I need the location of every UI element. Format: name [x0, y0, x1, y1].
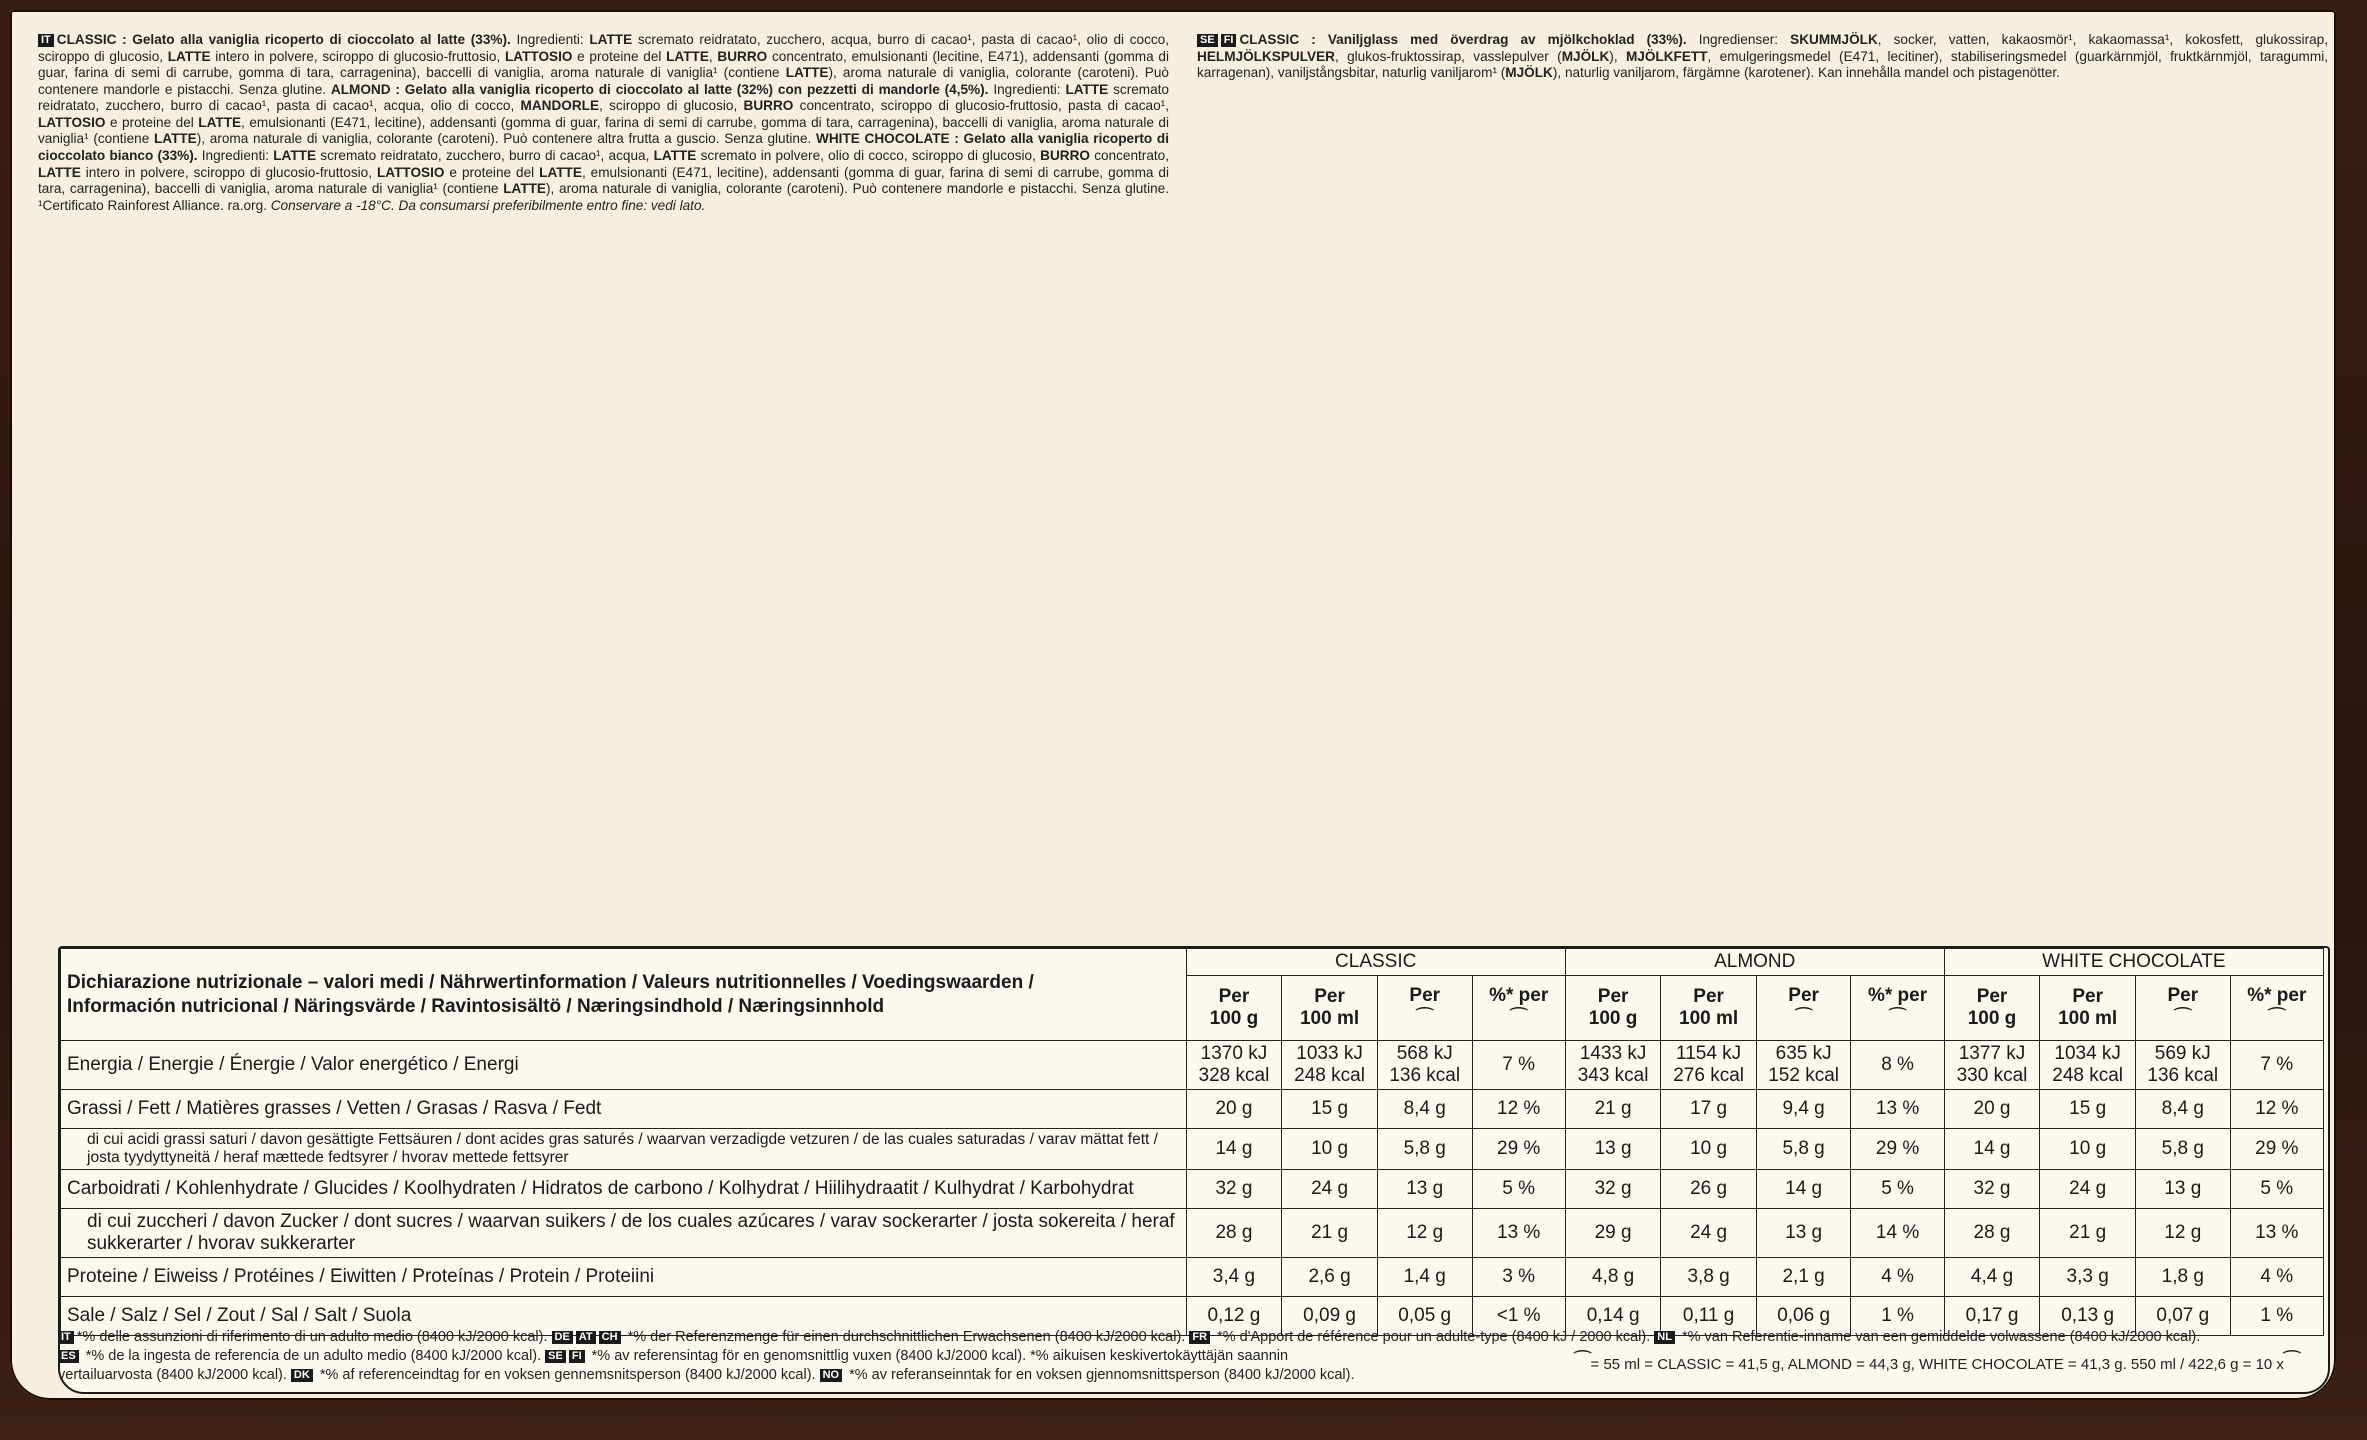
nutrition-row [61, 1209, 2324, 1258]
nutrient-value: 7 % [1472, 1041, 1565, 1090]
portion-scoop-icon: ⁀ [1416, 1006, 1433, 1031]
nutrient-value: 10 g [1282, 1129, 1378, 1170]
portion-scoop-icon: ⁀ [1795, 1006, 1812, 1031]
label-panel [10, 10, 2336, 1400]
col-header-per-100g: Per 100 g [1186, 976, 1282, 1041]
col-header-percent-per-portion: %* per ⁀ [1851, 976, 1944, 1041]
nutrient-value: 29 % [1472, 1129, 1565, 1170]
footnote-line-1: IT *% delle assunzioni di riferimento di un adulto medio (8400 kJ/2000 kcal). DE AT CH *% der Referenzmenge für einen durchschnittlichen Erwachsenen (8400 kJ/2000 kcal). FR *% d'Apport de référence pour un adulte-type (8400 kJ / 2000 kcal). NL *% van Referentie-inname van een gemiddelde volwassene (8400 kJ/2000 kcal). [58, 1328, 2326, 1347]
nutrient-label: di cui zuccheri / davon Zucker / dont sucres / waarvan suikers / de los cuales azúcares / varav sockerarter / josta sokereita / heraf sukkerarter / hvorav sukkerarter [61, 1209, 1187, 1258]
ingredients-column-left: IT CLASSIC : Gelato alla vaniglia ricoperto di cioccolato al latte (33%). Ingredienti: LATTE scremato reidratato, zucchero, acqua, burro di cacao¹, pasta di cacao¹, olio di cocco, sciroppo di glucosio, LATTE intero in polvere, sciroppo di glucosio-fruttosio, LATTOSIO e proteine del LATTE, BURRO concentrato, emulsionanti (lecitine, E471), addensanti (gomma di guar, farina di semi di carrube, gomma di tara, carragenina), baccelli di vaniglia, aroma naturale di vaniglia¹ (contiene LATTE), aroma naturale di vaniglia, colorante (caroteni). Può contenere mandorle e pistacchi. Senza glutine. ALMOND : Gelato alla vaniglia ricoperto di cioccolato al latte (32%) con pezzetti di mandorle (4,5%). Ingredienti: LATTE scremato reidratato, zucchero, burro di cacao¹, pasta di cacao¹, acqua, olio di cocco, MANDORLE, sciroppo di glucosio, BURRO concentrato, sciroppo di glucosio-fruttosio, pasta di cacao¹, LATTOSIO e proteine del LATTE, emulsionanti (E471, lecitine), addensanti (gomma di guar, farina di semi di carrube, gomma di tara, carragenina), baccelli di vaniglia, aroma naturale di vaniglia¹ (contiene LATTE), aroma naturale di vaniglia, colorante (caroteni). Può contenere altra frutta a guscio. Senza glutine. WHITE CHOCOLATE : Gelato alla vaniglia ricoperto di cioccolato bianco (33%). Ingredienti: LATTE scremato reidratato, zucchero, burro di cacao¹, acqua, LATTE scremato in polvere, olio di cocco, sciroppo di glucosio, BURRO concentrato, LATTE intero in polvere, sciroppo di glucosio-fruttosio, LATTOSIO e proteine del LATTE, emulsionanti (E471, lecitine), addensanti (gomma di guar, farina di semi di carrube, gomma di tara, carragenina), baccelli di vaniglia, aroma naturale di vaniglia¹ (contiene LATTE), aroma naturale di vaniglia, colorante (caroteni). Può contenere mandorle e pistacchi. Senza glutine. ¹Certificato Rainforest Alliance. ra.org. Conservare a -18°C. Da consumarsi preferibilmente entro fine: vedi lato. [38, 32, 1169, 213]
col-header-per-100ml: Per 100 ml [2040, 976, 2136, 1041]
portion-scoop-icon: ⁀ [1889, 1006, 1906, 1031]
nutrient-value: 29 g [1565, 1209, 1661, 1258]
nutrient-value: 0,14 g [1565, 1297, 1661, 1336]
nutrient-value: 21 g [1565, 1090, 1661, 1129]
nutrient-value: 0,06 g [1756, 1297, 1851, 1336]
portion-scoop-icon: ⁀ [1510, 1006, 1527, 1031]
nutrient-value: 9,4 g [1756, 1090, 1851, 1129]
footnotes [58, 1328, 2326, 1385]
col-header-per-portion: Per ⁀ [2135, 976, 2230, 1041]
nutrition-row [61, 1170, 2324, 1209]
nutrient-value: 1377 kJ 330 kcal [1944, 1041, 2040, 1090]
portion-conversion [1574, 1349, 2300, 1375]
col-header-per-100ml: Per 100 ml [1661, 976, 1756, 1041]
nutrient-value: 4 % [1851, 1258, 1944, 1297]
nutrient-value: 1154 kJ 276 kcal [1661, 1041, 1756, 1090]
nutrient-value: 32 g [1944, 1170, 2040, 1209]
nutrient-value: 5,8 g [1756, 1129, 1851, 1170]
col-header-per-100ml: Per 100 ml [1282, 976, 1378, 1041]
nutrient-value: 10 g [2040, 1129, 2136, 1170]
nutrient-value: 28 g [1944, 1209, 2040, 1258]
nutrient-value: 0,07 g [2135, 1297, 2230, 1336]
nutrient-value: 17 g [1661, 1090, 1756, 1129]
nutrition-title-line-1: Dichiarazione nutrizionale – valori medi / Nährwertinformation / Valeurs nutritionnelles / Voedingswaarden / [67, 971, 1034, 993]
group-header-white-chocolate: WHITE CHOCOLATE [1944, 949, 2323, 976]
footnote-line-3: vertailuarvosta (8400 kJ/2000 kcal). DK *% af referenceindtag for en voksen gennemsnitsperson (8400 kJ/2000 kcal). NO *% av referanseinntak for en voksen gjennomsnittsperson (8400 kJ/2000 kcal). [58, 1366, 1355, 1383]
nutrient-value: 8,4 g [1377, 1090, 1472, 1129]
nutrient-value: 32 g [1565, 1170, 1661, 1209]
nutrition-title-line-2: Información nutricional / Näringsvärde / Ravintosisältö / Næringsindhold / Næringsinnhold [67, 995, 885, 1017]
nutrient-value: 12 % [2230, 1090, 2323, 1129]
nutrient-value: 20 g [1186, 1090, 1282, 1129]
nutrient-label: Carboidrati / Kohlenhydrate / Glucides / Koolhydraten / Hidratos de carbono / Kolhydrat / Hiilihydraatit / Kulhydrat / Karbohydrat [61, 1170, 1187, 1209]
nutrient-value: 15 g [1282, 1090, 1378, 1129]
nutrient-value: 13 % [1851, 1090, 1944, 1129]
nutrient-value: 2,1 g [1756, 1258, 1851, 1297]
nutrient-label: Proteine / Eiweiss / Protéines / Eiwitten / Proteínas / Protein / Proteiini [61, 1258, 1187, 1297]
nutrient-value: 1033 kJ 248 kcal [1282, 1041, 1378, 1090]
portion-scoop-icon-end: ⁀ [2283, 1349, 2300, 1374]
col-header-percent-per-portion: %* per ⁀ [1472, 976, 1565, 1041]
nutrient-value: 8,4 g [2135, 1090, 2230, 1129]
nutrition-table-box [58, 946, 2330, 1394]
nutrient-value: 1433 kJ 343 kcal [1565, 1041, 1661, 1090]
nutrition-table [60, 948, 2324, 1336]
col-header-per-100g: Per 100 g [1944, 976, 2040, 1041]
nutrient-value: 13 % [1472, 1209, 1565, 1258]
nutrient-value: 7 % [2230, 1041, 2323, 1090]
nutrient-value: 13 g [1756, 1209, 1851, 1258]
nutrient-value: 4,8 g [1565, 1258, 1661, 1297]
nutrient-value: 24 g [2040, 1170, 2136, 1209]
nutrient-value: 12 g [1377, 1209, 1472, 1258]
nutrient-value: 1034 kJ 248 kcal [2040, 1041, 2136, 1090]
nutrient-value: 24 g [1282, 1170, 1378, 1209]
nutrition-header-groups [61, 949, 2324, 976]
nutrient-label: Energia / Energie / Énergie / Valor energético / Energi [61, 1041, 1187, 1090]
nutrient-value: 0,05 g [1377, 1297, 1472, 1336]
nutrient-value: 14 g [1186, 1129, 1282, 1170]
nutrient-value: 5 % [2230, 1170, 2323, 1209]
nutrient-value: 24 g [1661, 1209, 1756, 1258]
nutrient-value: 569 kJ 136 kcal [2135, 1041, 2230, 1090]
nutrient-label: di cui acidi grassi saturi / davon gesättigte Fettsäuren / dont acides gras saturés / waarvan verzadigde vetzuren / de las cuales saturadas / varav mättat fett / josta tyydyttyneitä / heraf mættede fedtsyrer / hvorav mettede fettsyrer [61, 1129, 1187, 1170]
portion-conversion-text: = 55 ml = CLASSIC = 41,5 g, ALMOND = 44,3 g, WHITE CHOCOLATE = 41,3 g. 550 ml / 422,6 g = 10 x [1590, 1355, 2284, 1373]
group-header-classic: CLASSIC [1186, 949, 1565, 976]
nutrition-row [61, 1258, 2324, 1297]
footnote-line-2: ES *% de la ingesta de referencia de un adulto medio (8400 kJ/2000 kcal). SE FI *% av referensintag för en genomsnittlig vuxen (8400 kJ/2000 kcal). *% aikuisen keskivertokäyttäjän saannin [58, 1347, 2326, 1366]
col-header-per-portion: Per ⁀ [1756, 976, 1851, 1041]
nutrient-value: <1 % [1472, 1297, 1565, 1336]
nutrient-value: 2,6 g [1282, 1258, 1378, 1297]
nutrient-value: 4 % [2230, 1258, 2323, 1297]
col-header-per-portion: Per ⁀ [1377, 976, 1472, 1041]
nutrient-value: 28 g [1186, 1209, 1282, 1258]
nutrition-row [61, 1041, 2324, 1090]
nutrient-value: 14 g [1944, 1129, 2040, 1170]
nutrient-value: 15 g [2040, 1090, 2136, 1129]
nutrient-value: 0,17 g [1944, 1297, 2040, 1336]
nutrient-value: 32 g [1186, 1170, 1282, 1209]
ingredients-column-right: SE FI CLASSIC : Vaniljglass med överdrag av mjölkchoklad (33%). Ingredienser: SKUMMJÖLK, socker, vatten, kakaosmör¹, kakaomassa¹, kokosfett, glukossirap, HELMJÖLKSPULVER, glukos-fruktossirap, vasslepulver (MJÖLK), MJÖLKFETT, emulgeringsmedel (E471, lecitiner), stabiliseringsmedel (guarkärnmjöl, fruktkärnmjöl, taragummi, karragenan), vaniljstångsbitar, naturlig vaniljarom¹ (MJÖLK), naturlig vaniljarom, färgämne (karotener). Kan innehålla mandel och pistagenötter. [1197, 32, 2328, 81]
nutrient-value: 10 g [1661, 1129, 1756, 1170]
nutrient-value: 3,4 g [1186, 1258, 1282, 1297]
nutrient-value: 0,13 g [2040, 1297, 2136, 1336]
portion-scoop-icon: ⁀ [2174, 1006, 2191, 1031]
nutrient-value: 5,8 g [1377, 1129, 1472, 1170]
nutrient-value: 29 % [2230, 1129, 2323, 1170]
nutrient-value: 3,3 g [2040, 1258, 2136, 1297]
nutrient-value: 4,4 g [1944, 1258, 2040, 1297]
nutrient-value: 635 kJ 152 kcal [1756, 1041, 1851, 1090]
nutrient-value: 13 % [2230, 1209, 2323, 1258]
nutrient-value: 13 g [2135, 1170, 2230, 1209]
nutrient-value: 12 g [2135, 1209, 2230, 1258]
nutrient-value: 26 g [1661, 1170, 1756, 1209]
col-header-per-100g: Per 100 g [1565, 976, 1661, 1041]
nutrient-value: 3,8 g [1661, 1258, 1756, 1297]
nutrition-title [61, 949, 1187, 1041]
nutrient-value: 5 % [1472, 1170, 1565, 1209]
nutrient-value: 29 % [1851, 1129, 1944, 1170]
nutrient-value: 5,8 g [2135, 1129, 2230, 1170]
nutrient-value: 14 % [1851, 1209, 1944, 1258]
portion-scoop-icon: ⁀ [1574, 1349, 1591, 1374]
nutrient-label: Grassi / Fett / Matières grasses / Vetten / Grasas / Rasva / Fedt [61, 1090, 1187, 1129]
nutrient-value: 14 g [1756, 1170, 1851, 1209]
nutrient-value: 5 % [1851, 1170, 1944, 1209]
portion-scoop-icon: ⁀ [2268, 1006, 2285, 1031]
nutrient-value: 3 % [1472, 1258, 1565, 1297]
group-header-almond: ALMOND [1565, 949, 1944, 976]
nutrient-value: 0,09 g [1282, 1297, 1378, 1336]
nutrient-label: Sale / Salz / Sel / Zout / Sal / Salt / Suola [61, 1297, 1187, 1336]
nutrient-value: 20 g [1944, 1090, 2040, 1129]
nutrient-value: 13 g [1377, 1170, 1472, 1209]
nutrient-value: 21 g [1282, 1209, 1378, 1258]
nutrition-row [61, 1090, 2324, 1129]
nutrient-value: 0,11 g [1661, 1297, 1756, 1336]
ingredients-area [38, 32, 2328, 927]
nutrition-row [61, 1129, 2324, 1170]
nutrient-value: 0,12 g [1186, 1297, 1282, 1336]
nutrient-value: 1 % [2230, 1297, 2323, 1336]
nutrient-value: 1 % [1851, 1297, 1944, 1336]
col-header-percent-per-portion: %* per ⁀ [2230, 976, 2323, 1041]
nutrient-value: 1370 kJ 328 kcal [1186, 1041, 1282, 1090]
nutrient-value: 21 g [2040, 1209, 2136, 1258]
nutrient-value: 13 g [1565, 1129, 1661, 1170]
nutrient-value: 568 kJ 136 kcal [1377, 1041, 1472, 1090]
nutrient-value: 1,8 g [2135, 1258, 2230, 1297]
nutrient-value: 1,4 g [1377, 1258, 1472, 1297]
nutrient-value: 12 % [1472, 1090, 1565, 1129]
nutrient-value: 8 % [1851, 1041, 1944, 1090]
